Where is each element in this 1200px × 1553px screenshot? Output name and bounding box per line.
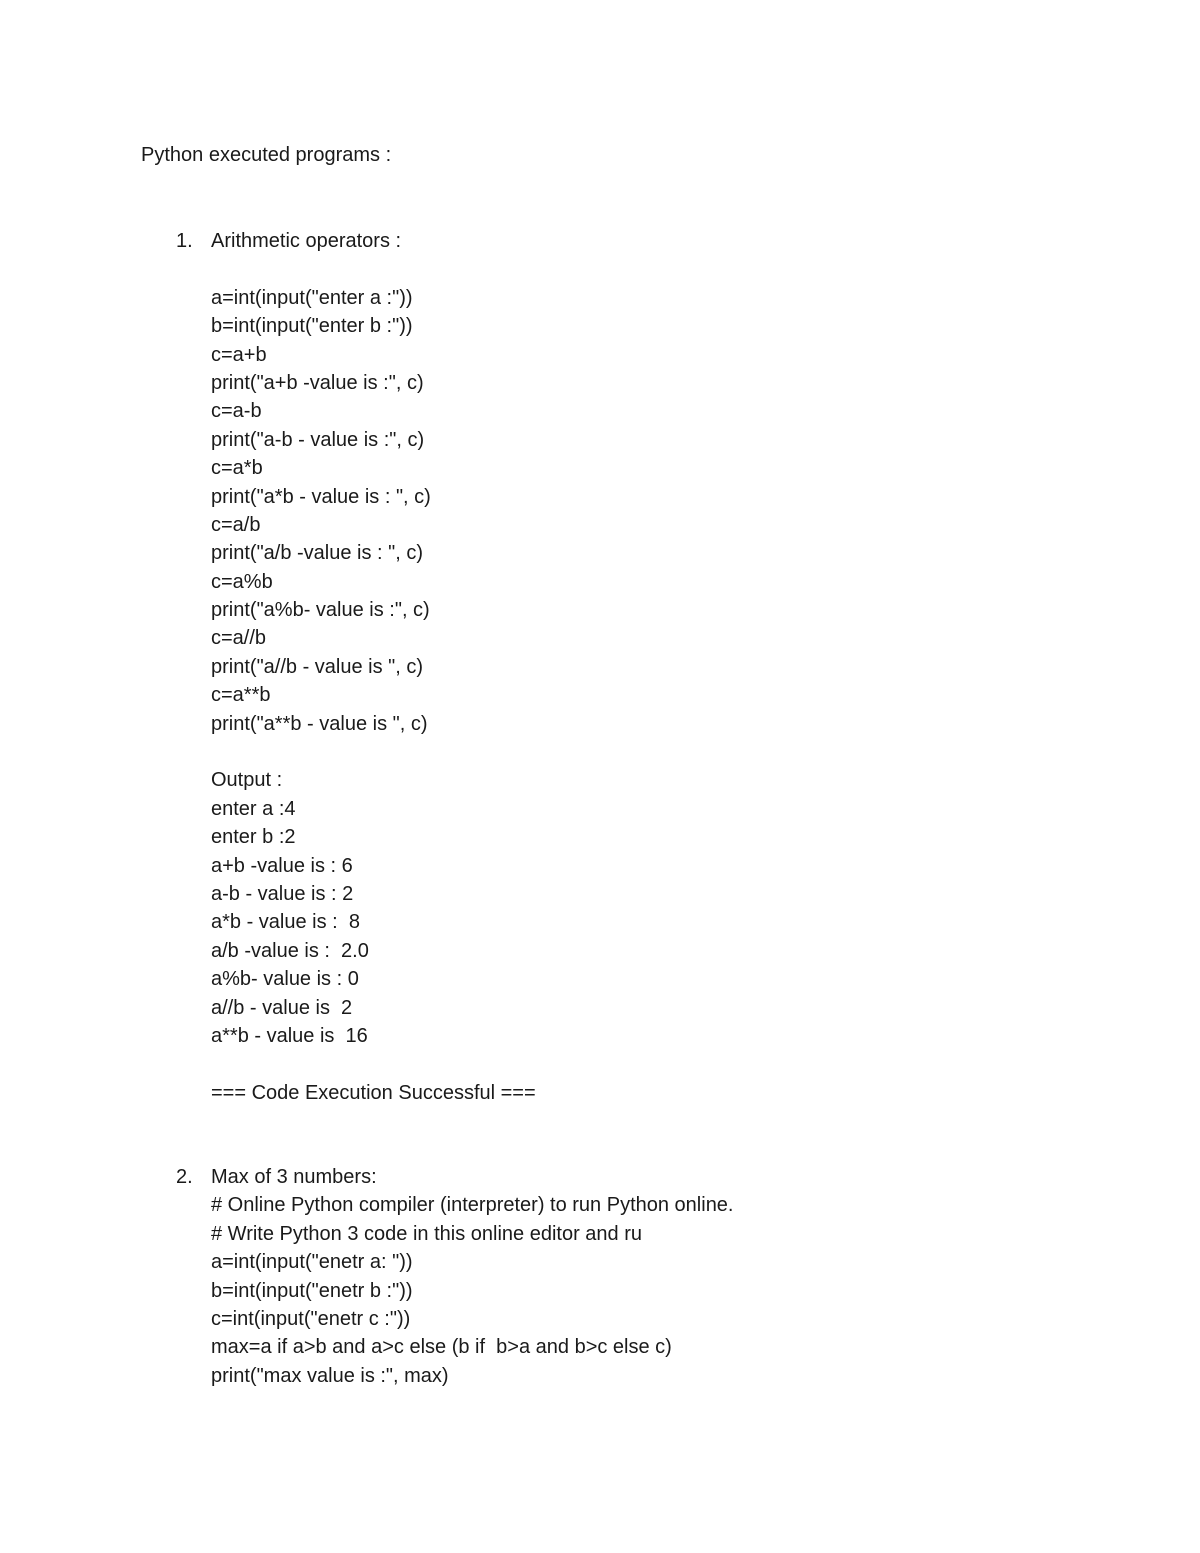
output-line: a-b - value is : 2: [211, 882, 354, 905]
code-line: a=int(input("enter a :")): [211, 286, 413, 309]
code-line: # Online Python compiler (interpreter) to run Python online.: [211, 1194, 734, 1217]
output-line: a//b - value is 2: [211, 996, 353, 1019]
execution-status: === Code Execution Successful ===: [211, 1081, 536, 1104]
spacer: [211, 738, 1111, 766]
code-line: c=a-b: [211, 400, 262, 423]
code-line: print("a+b -value is :", c): [211, 371, 424, 394]
code-line: c=int(input("enetr c :")): [211, 1307, 411, 1330]
code-line: c=a**b: [211, 684, 271, 707]
code-line: print("a*b - value is : ", c): [211, 485, 431, 508]
code-line: c=a*b: [211, 457, 263, 480]
code-block: [211, 1191, 1111, 1390]
code-line: print("a%b- value is :", c): [211, 599, 430, 622]
code-block: [211, 284, 1111, 738]
code-line: a=int(input("enetr a: ")): [211, 1251, 413, 1274]
output-line: a**b - value is 16: [211, 1024, 368, 1047]
code-line: print("a**b - value is ", c): [211, 712, 428, 735]
output-block: [211, 795, 1111, 1051]
code-line: print("max value is :", max): [211, 1364, 449, 1387]
code-line: c=a/b: [211, 513, 261, 536]
page-title: Python executed programs :: [141, 144, 392, 166]
section-body: [211, 1163, 1111, 1390]
code-line: c=a//b: [211, 627, 267, 650]
code-line: print("a/b -value is : ", c): [211, 542, 424, 565]
code-line: print("a-b - value is :", c): [211, 428, 425, 451]
output-line: a/b -value is : 2.0: [211, 939, 369, 962]
code-line: # Write Python 3 code in this online editor and ru: [211, 1222, 642, 1245]
code-line: print("a//b - value is ", c): [211, 655, 424, 678]
output-line: enter a :4: [211, 797, 296, 820]
code-line: b=int(input("enetr b :")): [211, 1279, 413, 1302]
list-number: 2.: [176, 1166, 193, 1188]
spacer: [211, 255, 1111, 283]
section-heading: Max of 3 numbers:: [211, 1166, 377, 1188]
output-line: a%b- value is : 0: [211, 968, 359, 991]
output-line: a+b -value is : 6: [211, 854, 353, 877]
code-line: c=a+b: [211, 343, 267, 366]
code-line: c=a%b: [211, 570, 273, 593]
output-label: Output :: [211, 769, 283, 792]
spacer: [211, 1050, 1111, 1078]
code-line: b=int(input("enter b :")): [211, 315, 413, 338]
code-line: max=a if a>b and a>c else (b if b>a and b>c else c): [211, 1336, 672, 1359]
section-body: [211, 227, 1111, 1107]
list-number: 1.: [176, 230, 193, 252]
output-line: a*b - value is : 8: [211, 911, 360, 934]
output-line: enter b :2: [211, 826, 296, 849]
section-heading: Arithmetic operators :: [211, 230, 402, 252]
